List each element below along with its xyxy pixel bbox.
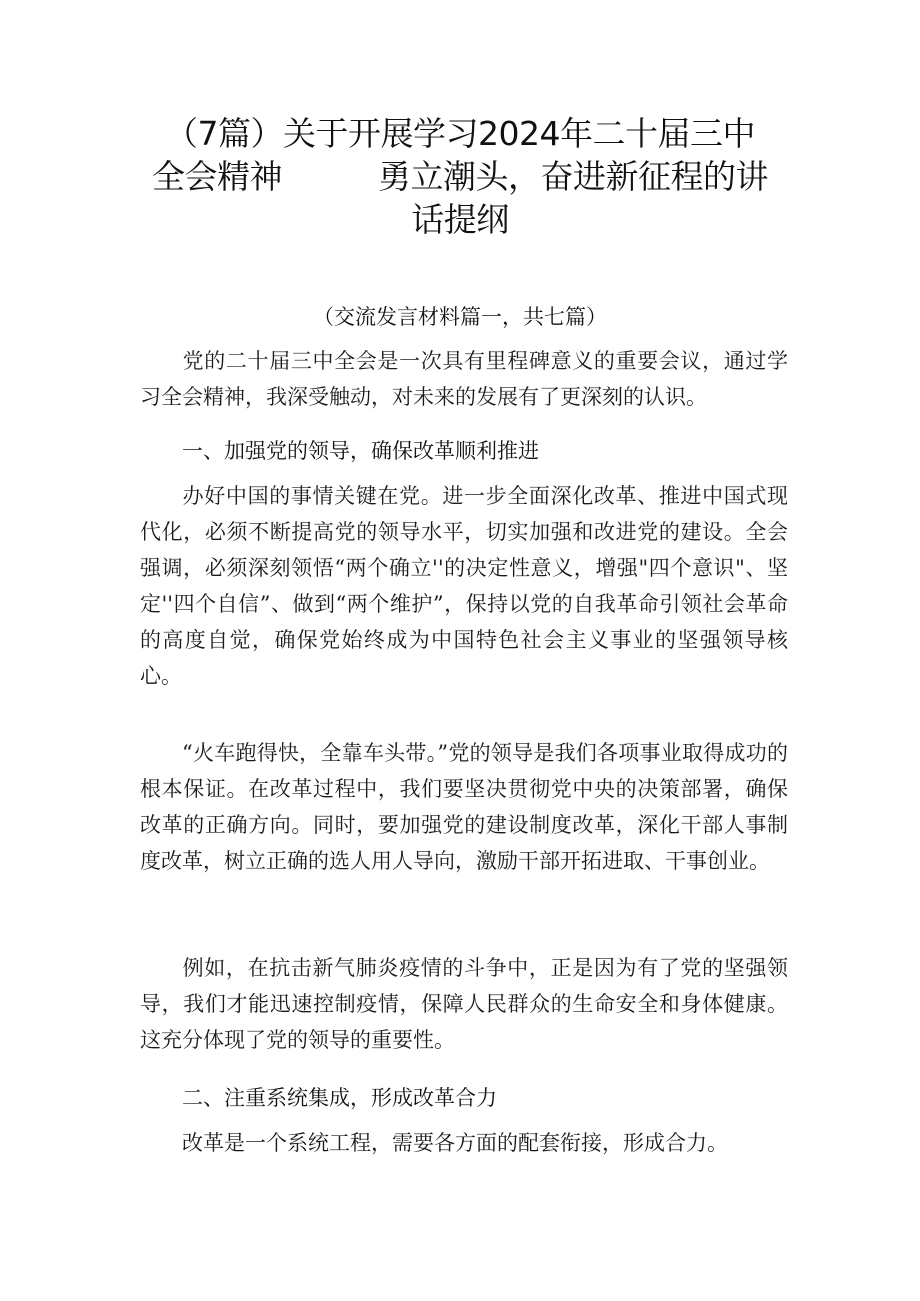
title-line-2b: 勇立潮头，奋进新征程的讲 bbox=[378, 157, 768, 196]
title-line-2 bbox=[120, 155, 800, 198]
document-subtitle: （交流发言材料篇一，共七篇） bbox=[313, 305, 607, 329]
section-heading-2: 二、注重系统集成，形成改革合力 bbox=[182, 1086, 497, 1110]
paragraph-section1-3 bbox=[140, 950, 788, 1058]
title-line-1: （7篇）关于开展学习2024年二十届三中 bbox=[165, 114, 755, 153]
title-line-3: 话提纲 bbox=[411, 200, 509, 239]
document-title bbox=[120, 112, 800, 241]
paragraph-text: 例如，在抗击新气肺炎疫情的斗争中，正是因为有了党的坚强领导，我们才能迅速控制疫情，保障人民群众的生命安全和身体健康。这充分体现了党的领导的重要性。 bbox=[140, 956, 788, 1052]
paragraph-intro bbox=[140, 343, 788, 415]
paragraph-text: 党的二十届三中全会是一次具有里程碑意义的重要会议，通过学习全会精神，我深受触动，对未来的发展有了更深刻的认识。 bbox=[140, 349, 788, 409]
paragraph-text: 办好中国的事情关键在党。进一步全面深化改革、推进中国式现代化，必须不断提高党的领导水平，切实加强和改进党的建设。全会强调，必须深刻领悟“两个确立''的决定性意义，增强"四个意识"、坚定''四个自信”、做到“两个维护”，保持以党的自我革命引领社会革命的高度自觉，确保党始终成为中国特色社会主义事业的坚强领导核心。 bbox=[140, 484, 788, 688]
title-line-2a: 全会精神 bbox=[152, 157, 282, 196]
paragraph-section1-2 bbox=[140, 735, 788, 879]
paragraph-section1-1 bbox=[140, 478, 788, 694]
section-heading-1: 一、加强党的领导，确保改革顺利推进 bbox=[182, 439, 539, 463]
paragraph-text: 改革是一个系统工程，需要各方面的配套衔接，形成合力。 bbox=[182, 1131, 728, 1155]
paragraph-section2-1 bbox=[140, 1125, 788, 1161]
paragraph-text: “火车跑得快，全靠车头带。”党的领导是我们各项事业取得成功的根本保证。在改革过程中，我们要坚决贯彻党中央的决策部署，确保改革的正确方向。同时，要加强党的建设制度改革，深化干部人事制度改革，树立正确的选人用人导向，激励干部开拓进取、干事创业。 bbox=[140, 741, 788, 873]
